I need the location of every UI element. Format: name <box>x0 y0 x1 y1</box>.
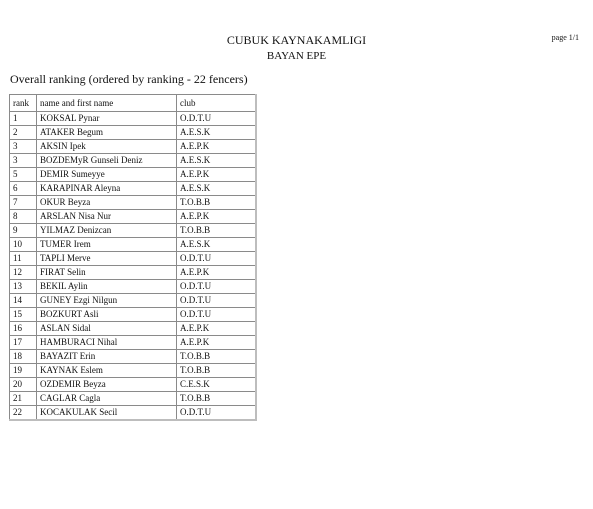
club-cell: A.E.S.K <box>177 238 256 252</box>
fencer-name-cell: DEMIR Sumeyye <box>37 168 177 182</box>
club-cell: A.E.P.K <box>177 210 256 224</box>
club-cell: O.D.T.U <box>177 308 256 322</box>
rank-cell: 22 <box>10 406 37 421</box>
table-row <box>10 350 256 364</box>
rank-cell: 2 <box>10 126 37 140</box>
club-cell: A.E.S.K <box>177 126 256 140</box>
fencer-name-cell: ATAKER Begum <box>37 126 177 140</box>
club-cell: O.D.T.U <box>177 294 256 308</box>
fencer-name-cell: CAGLAR Cagla <box>37 392 177 406</box>
rank-cell: 11 <box>10 252 37 266</box>
table-row <box>10 364 256 378</box>
ranking-table-body <box>10 112 256 421</box>
table-row <box>10 322 256 336</box>
column-header-club: club <box>177 95 256 112</box>
fencer-name-cell: KOCAKULAK Secil <box>37 406 177 421</box>
rank-cell: 3 <box>10 140 37 154</box>
rank-cell: 17 <box>10 336 37 350</box>
club-cell: A.E.P.K <box>177 336 256 350</box>
rank-cell: 10 <box>10 238 37 252</box>
club-cell: C.E.S.K <box>177 378 256 392</box>
ranking-table <box>9 94 257 421</box>
table-row <box>10 126 256 140</box>
fencer-name-cell: KARAPINAR Aleyna <box>37 182 177 196</box>
club-cell: A.E.S.K <box>177 154 256 168</box>
club-cell: O.D.T.U <box>177 252 256 266</box>
fencer-name-cell: AKSIN Ipek <box>37 140 177 154</box>
table-row <box>10 112 256 126</box>
fencer-name-cell: OZDEMIR Beyza <box>37 378 177 392</box>
document-title: CUBUK KAYNAKAMLIGI <box>226 33 367 47</box>
club-cell: O.D.T.U <box>177 112 256 126</box>
club-cell: T.O.B.B <box>177 196 256 210</box>
rank-cell: 6 <box>10 182 37 196</box>
club-cell: T.O.B.B <box>177 350 256 364</box>
club-cell: O.D.T.U <box>177 280 256 294</box>
club-cell: A.E.P.K <box>177 140 256 154</box>
table-row <box>10 392 256 406</box>
rank-cell: 16 <box>10 322 37 336</box>
fencer-name-cell: GUNEY Ezgi Nilgun <box>37 294 177 308</box>
club-cell: T.O.B.B <box>177 364 256 378</box>
club-cell: O.D.T.U <box>177 406 256 421</box>
club-cell: A.E.P.K <box>177 168 256 182</box>
table-header-row <box>10 95 256 112</box>
fencer-name-cell: KOKSAL Pynar <box>37 112 177 126</box>
fencer-name-cell: KAYNAK Eslem <box>37 364 177 378</box>
rank-cell: 21 <box>10 392 37 406</box>
rank-cell: 20 <box>10 378 37 392</box>
fencer-name-cell: OKUR Beyza <box>37 196 177 210</box>
table-row <box>10 378 256 392</box>
fencer-name-cell: BOZDEMyR Gunseli Deniz <box>37 154 177 168</box>
club-cell: A.E.P.K <box>177 322 256 336</box>
column-header-name: name and first name <box>37 95 177 112</box>
fencer-name-cell: BEKIL Aylin <box>37 280 177 294</box>
rank-cell: 18 <box>10 350 37 364</box>
table-row <box>10 252 256 266</box>
fencer-name-cell: ARSLAN Nisa Nur <box>37 210 177 224</box>
club-cell: T.O.B.B <box>177 224 256 238</box>
rank-cell: 3 <box>10 154 37 168</box>
table-row <box>10 406 256 421</box>
fencer-name-cell: BOZKURT Asli <box>37 308 177 322</box>
fencer-name-cell: TAPLI Merve <box>37 252 177 266</box>
fencer-name-cell: BAYAZIT Erin <box>37 350 177 364</box>
page-number: page 1/1 <box>551 33 579 42</box>
rank-cell: 5 <box>10 168 37 182</box>
table-row <box>10 210 256 224</box>
table-row <box>10 280 256 294</box>
club-cell: A.E.P.K <box>177 266 256 280</box>
club-cell: T.O.B.B <box>177 392 256 406</box>
document-subtitle: BAYAN EPE <box>266 50 327 62</box>
rank-cell: 1 <box>10 112 37 126</box>
club-cell: A.E.S.K <box>177 182 256 196</box>
table-row <box>10 140 256 154</box>
column-header-rank: rank <box>10 95 37 112</box>
table-row <box>10 168 256 182</box>
fencer-name-cell: HAMBURACI Nihal <box>37 336 177 350</box>
rank-cell: 9 <box>10 224 37 238</box>
table-row <box>10 196 256 210</box>
rank-cell: 12 <box>10 266 37 280</box>
table-row <box>10 182 256 196</box>
fencer-name-cell: TUMER Irem <box>37 238 177 252</box>
table-row <box>10 336 256 350</box>
rank-cell: 8 <box>10 210 37 224</box>
rank-cell: 7 <box>10 196 37 210</box>
fencer-name-cell: YILMAZ Denizcan <box>37 224 177 238</box>
table-row <box>10 266 256 280</box>
table-row <box>10 224 256 238</box>
table-row <box>10 294 256 308</box>
rank-cell: 19 <box>10 364 37 378</box>
fencer-name-cell: FIRAT Selin <box>37 266 177 280</box>
rank-cell: 13 <box>10 280 37 294</box>
rank-cell: 14 <box>10 294 37 308</box>
rank-cell: 15 <box>10 308 37 322</box>
table-row <box>10 238 256 252</box>
table-row <box>10 308 256 322</box>
ranking-caption: Overall ranking (ordered by ranking - 22 fencers) <box>10 72 248 86</box>
table-row <box>10 154 256 168</box>
fencer-name-cell: ASLAN Sidal <box>37 322 177 336</box>
